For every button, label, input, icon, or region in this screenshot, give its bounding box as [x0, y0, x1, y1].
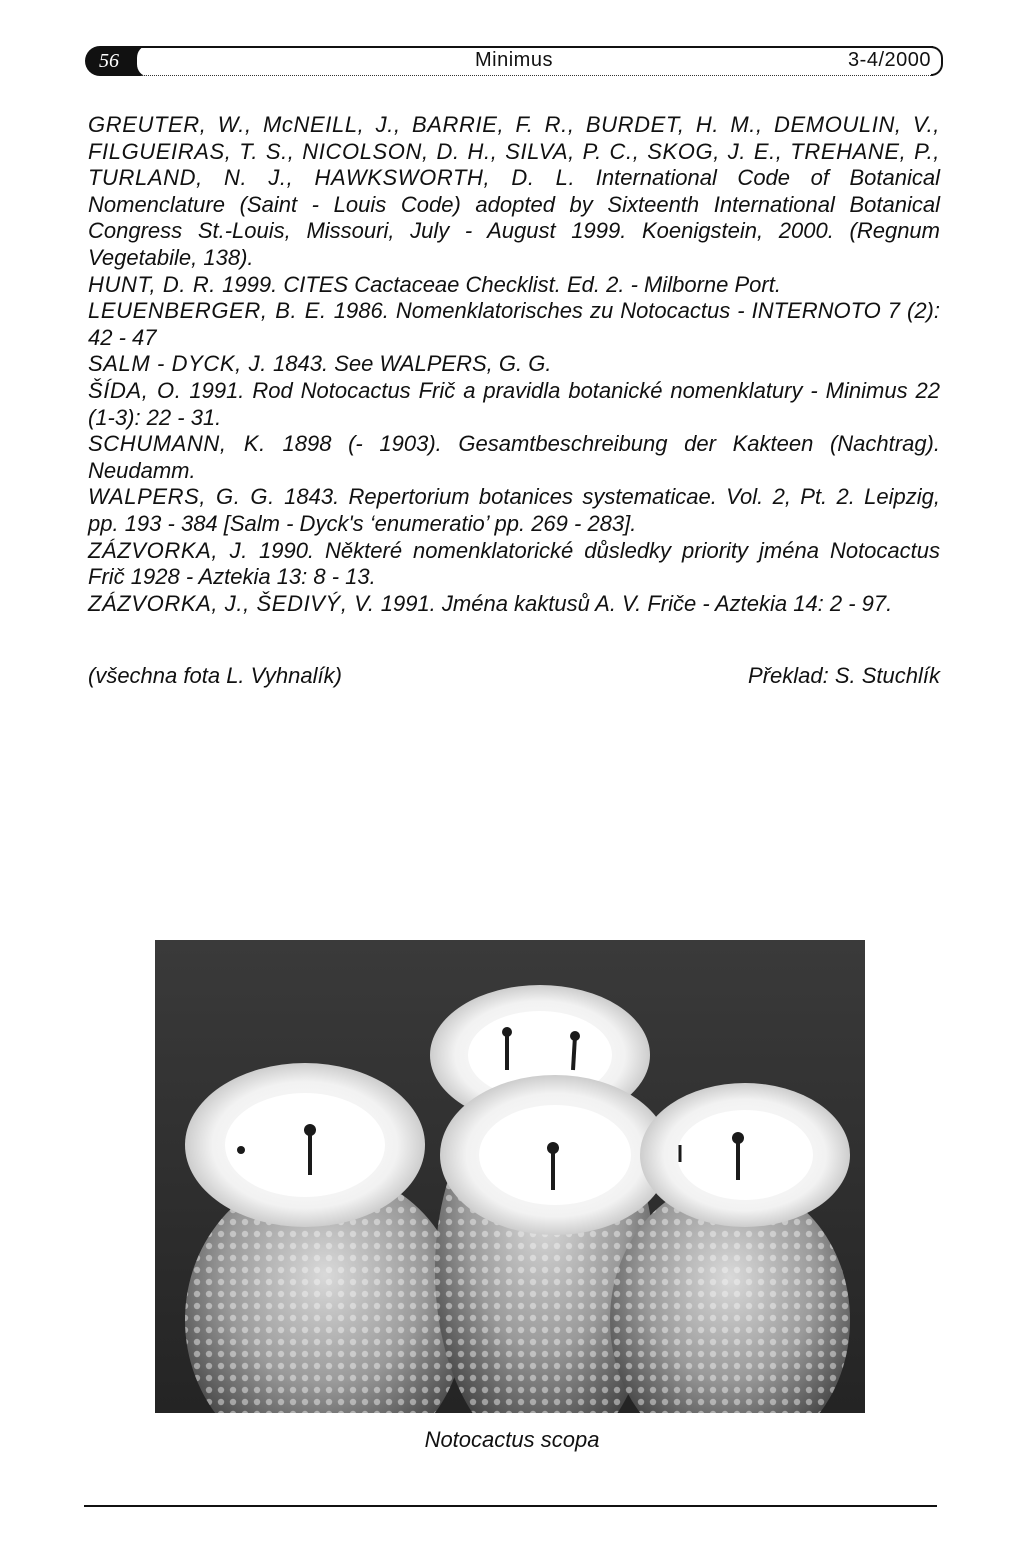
reference-authors: LEUENBERGER, B. E.	[88, 298, 327, 324]
reference-authors: HUNT, D. R.	[88, 271, 217, 297]
header-rule-dotted	[141, 75, 933, 76]
reference-item	[88, 378, 940, 431]
reference-text: 1991. Jména kaktusů A. V. Friče - Aztekia 14: 2 - 97.	[380, 590, 893, 616]
reference-authors: ZÁZVORKA, J., ŠEDIVÝ, V.	[88, 590, 375, 616]
reference-authors: ZÁZVORKA, J.	[88, 537, 248, 563]
reference-text: 1999. CITES Cactaceae Checklist. Ed. 2. - Milborne Port.	[222, 271, 781, 297]
flower-left	[185, 1063, 425, 1227]
reference-authors: SALM - DYCK, J.	[88, 351, 267, 377]
reference-item	[88, 591, 940, 618]
reference-item	[88, 112, 940, 272]
header-rule	[141, 46, 933, 48]
flower-center	[440, 1075, 670, 1235]
reference-text: 1990. Některé nomenklatorické důsledky priority jména Notocactus Frič 1928 - Aztekia 13: 8 - 13.	[88, 537, 940, 590]
reference-item	[88, 272, 940, 299]
reference-text: International Code of Botanical Nomenclature (Saint - Louis Code) adopted by Sixteenth International Botanical Congress St.-Louis, Missouri, July - August 1999. Koenigstein, 2000. (Regnum Vegetabile, 138).	[88, 165, 940, 270]
flower-right	[640, 1083, 850, 1227]
figure-caption: Notocactus scopa	[424, 1427, 600, 1452]
reference-item	[88, 298, 940, 351]
journal-title: Minimus	[475, 49, 553, 71]
translation-credit: Překlad: S. Stuchlík	[748, 663, 940, 688]
reference-text: 1898 (- 1903). Gesamtbeschreibung der Kakteen (Nachtrag). Neudamm.	[88, 431, 940, 483]
reference-authors: ŠÍDA, O.	[88, 377, 182, 403]
footer-rule	[84, 1505, 937, 1507]
reference-text: 1991. Rod Notocactus Frič a pravidla botanické nomenklatury - Minimus 22 (1-3): 22 - 31.	[88, 377, 940, 430]
reference-item	[88, 484, 940, 537]
reference-item	[88, 351, 940, 378]
reference-text: 1843. See WALPERS, G. G.	[273, 351, 552, 377]
reference-authors: SCHUMANN, K.	[88, 431, 266, 457]
cactus-photo	[155, 940, 865, 1413]
page-number: 56	[85, 46, 143, 76]
reference-authors: GREUTER, W., McNEILL, J., BARRIE, F. R., BURDET, H. M., DEMOULIN, V., FILGUEIRAS, T. S., NICOLSON, D. H., SILVA, P. C., SKOG, J. E., TREHANE, P., TURLAND, N. J., HAWKSWORTH, D. L.	[88, 112, 940, 191]
reference-text: 1986. Nomenklatorisches zu Notocactus - INTERNOTO 7 (2): 42 - 47	[88, 298, 940, 350]
photo-credit: (všechna fota L. Vyhnalík)	[88, 663, 342, 688]
reference-list	[88, 112, 940, 617]
cactus-illustration	[155, 940, 865, 1413]
reference-item	[88, 431, 940, 484]
issue-number: 3-4/2000	[848, 49, 931, 71]
reference-authors: WALPERS, G. G.	[88, 484, 275, 510]
running-header	[85, 44, 943, 78]
reference-text: 1843. Repertorium botanices systematicae. Vol. 2, Pt. 2. Leipzig, pp. 193 - 384 [Salm - Dyck's ‘enumeratio’ pp. 269 - 283].	[88, 484, 940, 536]
reference-item	[88, 538, 940, 591]
